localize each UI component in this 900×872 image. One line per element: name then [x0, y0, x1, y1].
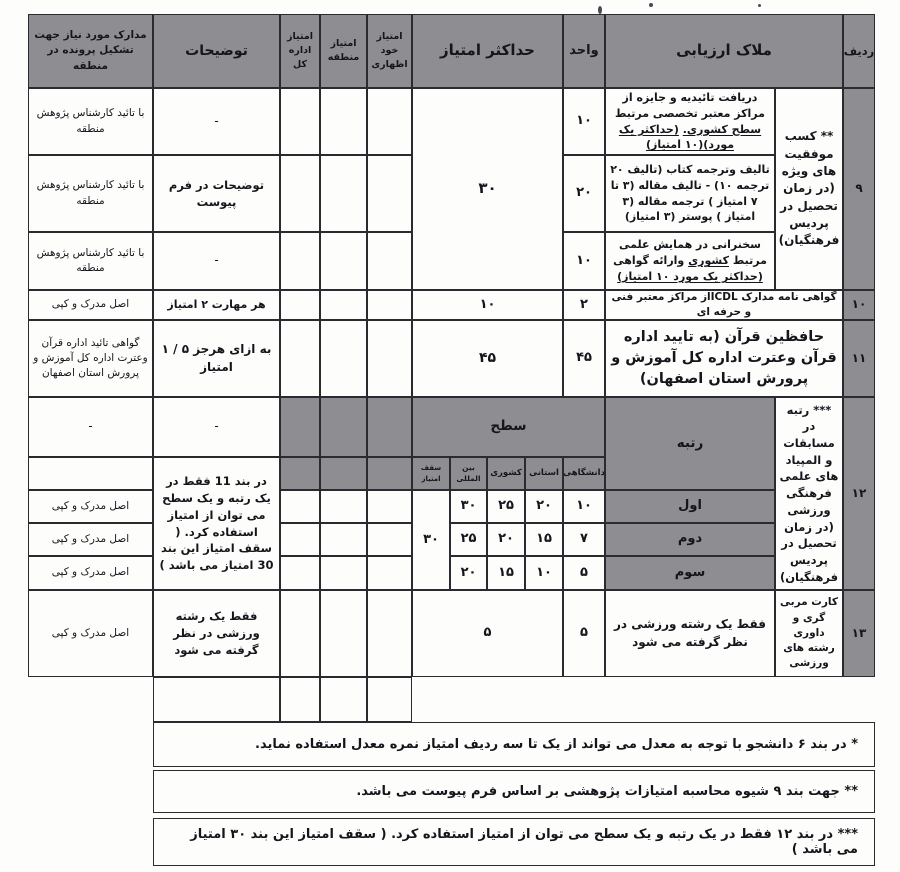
row10-district-score-cell [320, 290, 367, 320]
row12-rank-third-provincial: ۱۰ [525, 556, 563, 590]
row10-explanation: هر مهارت ۲ امتیاز [153, 290, 280, 320]
row12-header-self-score-cell [367, 397, 412, 457]
col-header-unit: واحد [563, 14, 605, 88]
row12-rank-second-international: ۲۵ [450, 523, 487, 556]
row13-max-score: ۵ [412, 590, 563, 677]
row12-explanation-dash: - [153, 397, 280, 457]
col-header-self-declared-score: امتیاز خود اظهاری [367, 14, 412, 88]
row12-header-office-score-cell [280, 397, 320, 457]
row9-sub3-self-score-cell [367, 232, 412, 290]
row12-rank-second-university: ۷ [563, 523, 605, 556]
row13-documents: اصل مدرک و کپی [28, 590, 153, 677]
row10-office-score-cell [280, 290, 320, 320]
row12-documents-third: اصل مدرک و کپی [28, 556, 153, 590]
row12-first-district-score-cell [320, 490, 367, 523]
row9-sub1-self-score-cell [367, 88, 412, 155]
row12-rank-first-provincial: ۲۰ [525, 490, 563, 523]
scan-artifact [649, 3, 653, 7]
scan-artifact [598, 6, 602, 14]
col-header-district-score: امتیاز منطقه [320, 14, 367, 88]
row12-first-self-score-cell [367, 490, 412, 523]
col-header-row-number: ردیف [843, 14, 875, 88]
row12-rank-first-university: ۱۰ [563, 490, 605, 523]
row12-subheader-district-score-cell [320, 457, 367, 490]
row13-number: ۱۳ [843, 590, 875, 677]
row12-third-district-score-cell [320, 556, 367, 590]
row9-number: ۹ [843, 88, 875, 290]
row12-rank-second-label: دوم [605, 523, 775, 556]
row10-max-score: ۱۰ [412, 290, 563, 320]
row12-subheader-office-score-cell [280, 457, 320, 490]
extension-self-score-cell [367, 677, 412, 722]
row12-rank-first-national: ۲۵ [487, 490, 525, 523]
row12-second-office-score-cell [280, 523, 320, 556]
row12-level-provincial: استانی [525, 457, 563, 490]
row9-sub2-criteria: تالیف وترجمه کتاب (تالیف ۲۰ ترجمه ۱۰) - تالیف مقاله (۳ تا ۷ امتیاز ) ترجمه مقاله (۳ امتیاز ) پوستر (۳ امتیاز) [605, 155, 775, 232]
row12-level-national: کشوری [487, 457, 525, 490]
row10-criteria: گواهی نامه مدارک ICDLاز مراکز معتبر فنی و حرفه ای [605, 290, 843, 320]
row13-unit: ۵ [563, 590, 605, 677]
row9-criteria-title: ** کسب موفقیت های ویژه (در زمان تحصیل در پردیس فرهنگیان) [775, 88, 843, 290]
row9-sub1-office-score-cell [280, 88, 320, 155]
row11-max-score: ۴۵ [412, 320, 563, 397]
row12-first-office-score-cell [280, 490, 320, 523]
row9-sub1-documents: با تائید کارشناس پژوهش منطقه [28, 88, 153, 155]
footnote-band9: ** جهت بند ۹ شیوه محاسبه امتیازات پژوهشی بر اساس فرم پیوست می باشد. [153, 770, 875, 813]
row13-criteria-title: کارت مربی گری و داوری رشته های ورزشی [775, 590, 843, 677]
row9-sub2-unit: ۲۰ [563, 155, 605, 232]
row13-district-score-cell [320, 590, 367, 677]
row9-sub3-criteria-text: سخنرانی در همایش علمی مرتبط کشوری وارائه گواهی (حداکثر یک مورد ۱۰ امتیاز) [613, 238, 767, 283]
row12-rank-third-international: ۲۰ [450, 556, 487, 590]
col-header-max-score: حداکثر امتیاز [412, 14, 563, 88]
footnote-band6: * در بند ۶ دانشجو با توجه به معدل می تواند از یک تا سه ردیف امتیاز نمره معدل استفاده نماید. [153, 722, 875, 767]
row12-criteria-title: *** رتبه در مسابقات و المپیاد های علمی فرهنگی ورزشی (در زمان تحصیل در پردیس فرهنگیان) [775, 397, 843, 590]
row12-rank-first-label: اول [605, 490, 775, 523]
row13-explanation: فقط یک رشته ورزشی در نظر گرفته می شود [153, 590, 280, 677]
col-header-head-office-score: امتیاز اداره کل [280, 14, 320, 88]
row12-rank-header: رتبه [605, 397, 775, 490]
row12-rank-third-university: ۵ [563, 556, 605, 590]
row11-documents: گواهی تائید اداره قرآن وعترت اداره کل آموزش و پرورش استان اصفهان [28, 320, 153, 397]
row12-documents-second: اصل مدرک و کپی [28, 523, 153, 556]
row13-self-score-cell [367, 590, 412, 677]
row9-sub2-district-score-cell [320, 155, 367, 232]
row12-level-score-cap: سقف امتیاز [412, 457, 450, 490]
row10-documents: اصل مدرک و کپی [28, 290, 153, 320]
row10-unit: ۲ [563, 290, 605, 320]
row11-self-score-cell [367, 320, 412, 397]
row9-sub3-office-score-cell [280, 232, 320, 290]
row11-unit: ۴۵ [563, 320, 605, 397]
col-header-required-documents: مدارک مورد نیاز جهت تشکیل پرونده در منطقه [28, 14, 153, 88]
row12-documents-empty [28, 457, 153, 490]
row9-sub2-explanation: توضیحات در فرم پیوست [153, 155, 280, 232]
col-header-criteria: ملاک ارزیابی [605, 14, 843, 88]
row12-second-district-score-cell [320, 523, 367, 556]
row10-number: ۱۰ [843, 290, 875, 320]
row12-documents-dash: - [28, 397, 153, 457]
row12-subheader-self-score-cell [367, 457, 412, 490]
row12-second-self-score-cell [367, 523, 412, 556]
row10-self-score-cell [367, 290, 412, 320]
row12-rank-third-national: ۱۵ [487, 556, 525, 590]
row9-sub3-unit: ۱۰ [563, 232, 605, 290]
extension-district-score-cell [320, 677, 367, 722]
row9-sub3-criteria [605, 232, 775, 290]
row12-third-office-score-cell [280, 556, 320, 590]
extension-office-score-cell [280, 677, 320, 722]
row11-district-score-cell [320, 320, 367, 397]
row12-rank-second-provincial: ۱۵ [525, 523, 563, 556]
row9-sub3-documents: با تائید کارشناس پژوهش منطقه [28, 232, 153, 290]
row12-level-international: بین المللی [450, 457, 487, 490]
row12-score-cap-value: ۳۰ [412, 490, 450, 590]
extension-explanation-cell [153, 677, 280, 722]
row9-sub1-district-score-cell [320, 88, 367, 155]
row12-explanation: در بند 11 فقط در یک رتبه و یک سطح می توان از امتیاز استفاده کرد. ( سقف امتیاز این بند 30 امتیاز می باشد ) [153, 457, 280, 590]
footnote-band12: *** در بند ۱۲ فقط در یک رتبه و یک سطح می توان از امتیاز استفاده کرد. ( سقف امتیاز این بند ۳۰ امتیاز می باشد ) [153, 818, 875, 866]
row9-sub2-self-score-cell [367, 155, 412, 232]
row12-number: ۱۲ [843, 397, 875, 590]
row9-sub1-unit: ۱۰ [563, 88, 605, 155]
row11-number: ۱۱ [843, 320, 875, 397]
row12-rank-first-international: ۳۰ [450, 490, 487, 523]
row13-office-score-cell [280, 590, 320, 677]
row12-level-university: دانشگاهی [563, 457, 605, 490]
col-header-explanations: توضیحات [153, 14, 280, 88]
row9-sub3-explanation: - [153, 232, 280, 290]
row9-max-score: ۳۰ [412, 88, 563, 290]
row12-header-district-score-cell [320, 397, 367, 457]
row9-sub1-explanation: - [153, 88, 280, 155]
row11-criteria: حافظین قرآن (به تایید اداره قرآن وعترت اداره کل آموزش و پرورش استان اصفهان) [605, 320, 843, 397]
row9-sub2-office-score-cell [280, 155, 320, 232]
row12-documents-first: اصل مدرک و کپی [28, 490, 153, 523]
row11-explanation: به ازای هرجز ۵ / ۱ امتیاز [153, 320, 280, 397]
row12-rank-second-national: ۲۰ [487, 523, 525, 556]
row11-office-score-cell [280, 320, 320, 397]
row12-third-self-score-cell [367, 556, 412, 590]
row9-sub1-criteria-text: دریافت تائیدیه و جایزه از مراکز معتبر تخصصی مرتبط سطح کشوری. (حداکثر یک مورد)(۱۰ امتیاز) [615, 90, 765, 152]
row9-sub3-district-score-cell [320, 232, 367, 290]
row9-sub1-criteria [605, 88, 775, 155]
row12-level-header: سطح [412, 397, 605, 457]
row9-sub2-documents: با تائید کارشناس پژوهش منطقه [28, 155, 153, 232]
row12-rank-third-label: سوم [605, 556, 775, 590]
scan-artifact [758, 4, 761, 7]
row13-criteria: فقط یک رشته ورزشی در نظر گرفته می شود [605, 590, 775, 677]
